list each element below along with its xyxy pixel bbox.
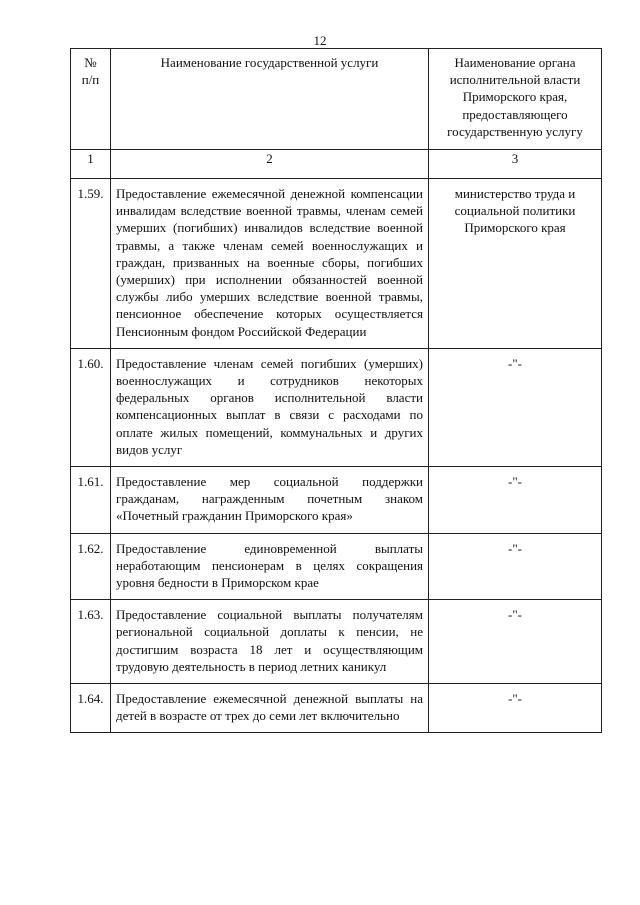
row-number: 1.61. [71, 467, 111, 534]
header-num-cell [71, 49, 111, 150]
header-org-line: исполнительной власти [449, 72, 581, 88]
table-row [71, 179, 602, 349]
authority-name: министерство труда и социальной политики Приморского края [429, 179, 602, 349]
service-name: Предоставление мер социальной поддержки гражданам, награжденным почетным знаком «Почетный гражданин Приморского края» [111, 467, 429, 534]
column-number: 3 [429, 150, 602, 179]
service-name: Предоставление социальной выплаты получателям региональной социальной доплаты к пенсии, не достигшим возраста 18 лет и осуществляющим трудовую деятельность в период летних каникул [111, 600, 429, 684]
row-number: 1.60. [71, 348, 111, 466]
row-number: 1.62. [71, 533, 111, 600]
service-name: Предоставление единовременной выплаты неработающим пенсионерам в целях сокращения уровня бедности в Приморском крае [111, 533, 429, 600]
service-name: Предоставление ежемесячной денежной компенсации инвалидам вследствие военной травмы, членам семей умерших (погибших) инвалидов вследствие военной травмы, а также членам семей военнослужащих и граждан, призванных на военные сборы, погибших (умерших) при исполнении обязанностей военной службы либо умерших вследствие военной травмы, пенсионное обеспечение которых осуществляется Пенсионным фондом Российской Федерации [111, 179, 429, 349]
authority-name: -"- [429, 348, 602, 466]
header-num-line: № [84, 55, 97, 70]
header-org-line: предоставляющего [462, 106, 568, 122]
service-name: Предоставление ежемесячной денежной выплаты на детей в возрасте от трех до семи лет включительно [111, 684, 429, 733]
row-number: 1.63. [71, 600, 111, 684]
table-header-row [71, 49, 602, 150]
header-org-line: Наименование органа [454, 55, 576, 70]
header-org-line: Приморского края, [462, 89, 568, 105]
authority-name: -"- [429, 533, 602, 600]
header-num-line: п/п [81, 72, 100, 88]
authority-name: -"- [429, 684, 602, 733]
header-name-cell: Наименование государственной услуги [111, 49, 429, 150]
services-table [70, 48, 602, 733]
column-number: 1 [71, 150, 111, 179]
header-org-cell [429, 49, 602, 150]
table-row [71, 348, 602, 466]
row-number: 1.59. [71, 179, 111, 349]
table-row [71, 600, 602, 684]
service-name: Предоставление членам семей погибших (умерших) военнослужащих и сотрудников некоторых федеральных органов исполнительной власти компенсационных выплат в связи с расходами по оплате жилых помещений, коммунальных и других видов услуг [111, 348, 429, 466]
authority-name: -"- [429, 467, 602, 534]
table-row [71, 467, 602, 534]
column-number-row [71, 150, 602, 179]
table-row [71, 684, 602, 733]
header-org-line: государственную услугу [447, 123, 583, 139]
authority-name: -"- [429, 600, 602, 684]
table-row [71, 533, 602, 600]
column-number: 2 [111, 150, 429, 179]
row-number: 1.64. [71, 684, 111, 733]
page-number: 12 [313, 33, 327, 48]
